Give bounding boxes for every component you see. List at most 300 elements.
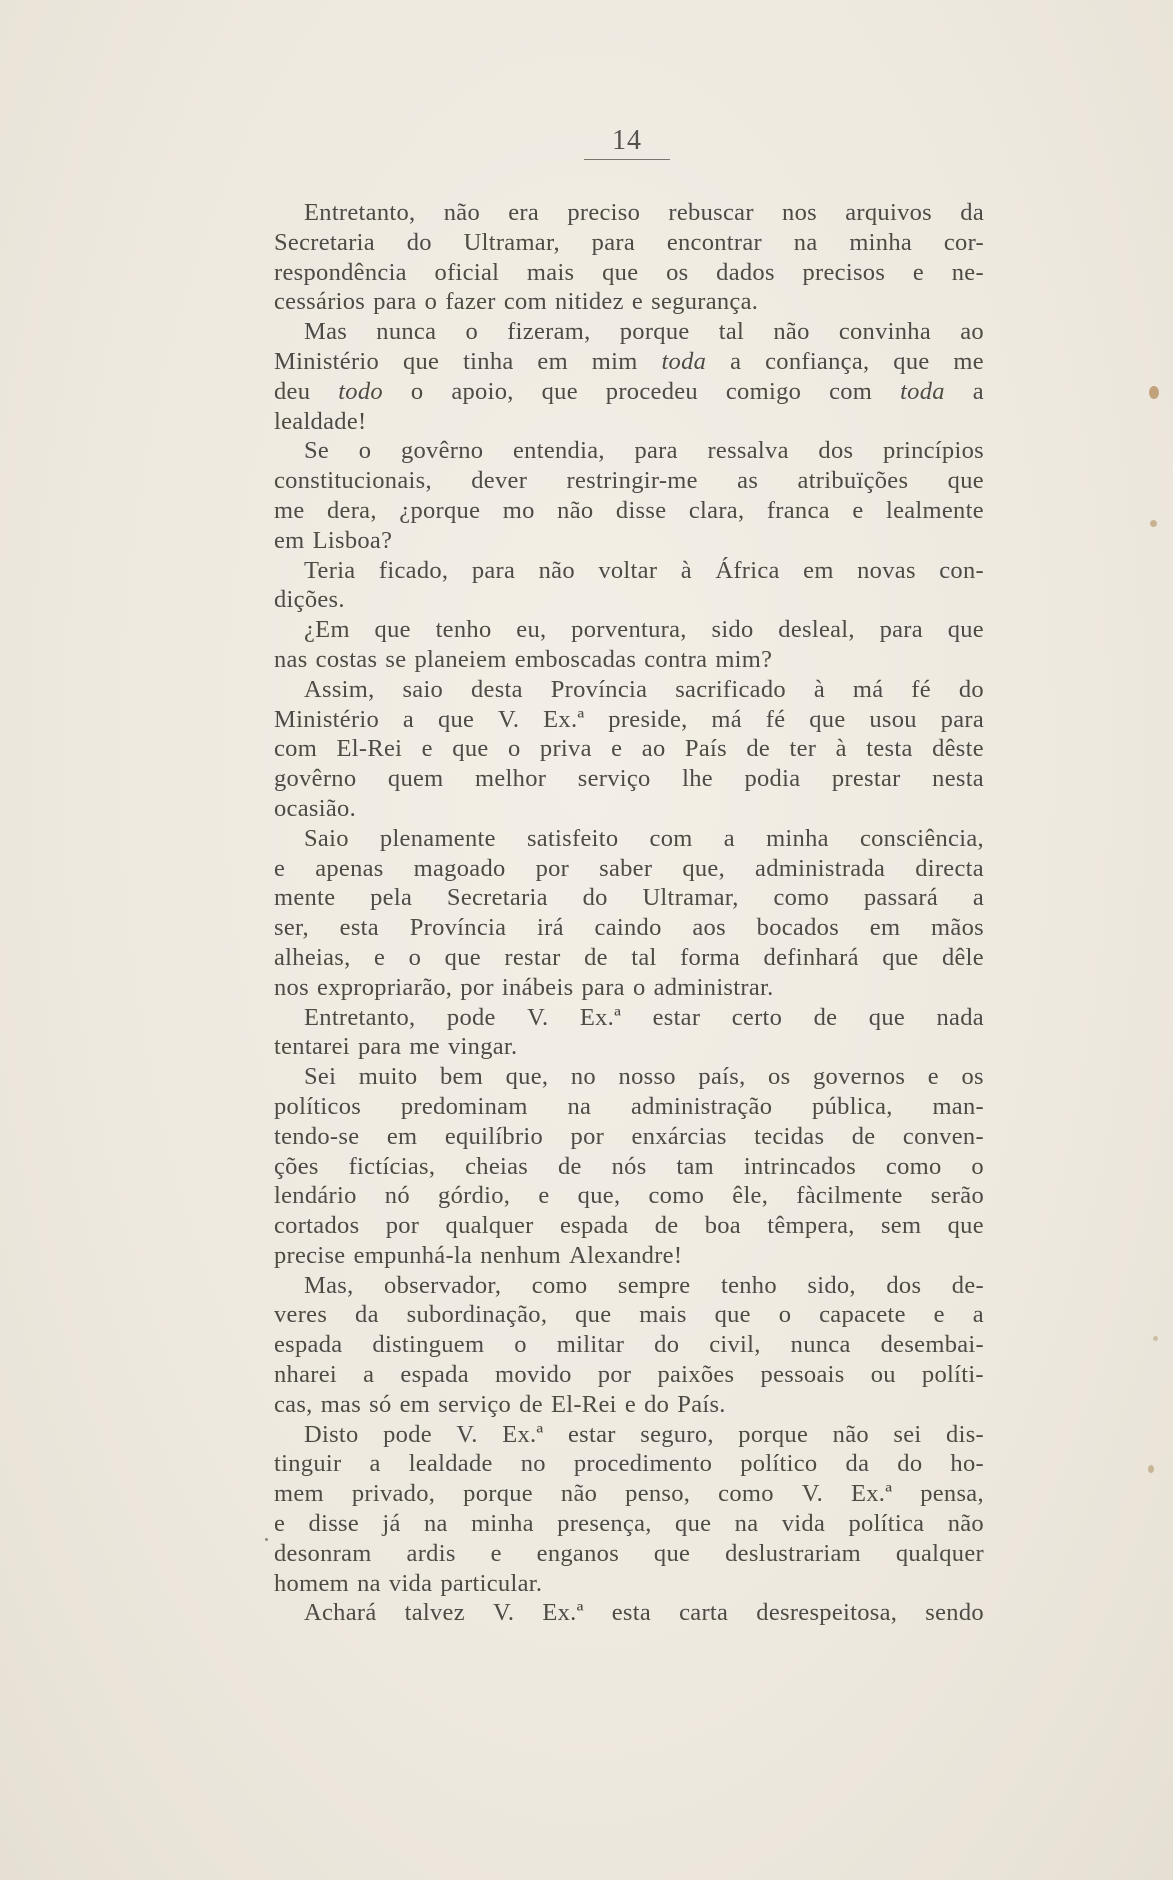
word: em	[537, 347, 568, 375]
word: da	[960, 199, 984, 226]
word: que	[541, 377, 578, 405]
word: à	[680, 556, 692, 584]
word: sem	[880, 1212, 922, 1240]
text-line	[274, 526, 984, 556]
word: precisos	[802, 258, 886, 286]
word: à	[813, 675, 826, 703]
word: seguro,	[640, 1420, 714, 1448]
text-line	[274, 973, 984, 1003]
word: ter	[789, 735, 817, 763]
word: nada	[936, 1003, 984, 1031]
word: clara,	[688, 496, 745, 524]
word: a	[972, 1301, 984, 1329]
word: pela	[370, 884, 413, 912]
word: ser,	[274, 914, 309, 942]
word: e	[852, 496, 864, 524]
paper-speck	[265, 1538, 268, 1541]
word: sido	[711, 616, 754, 644]
word: da	[845, 1450, 870, 1478]
word: não	[557, 496, 594, 524]
page-number: 14	[612, 125, 642, 156]
word: serviço	[577, 765, 651, 793]
text-line	[274, 1330, 984, 1360]
word: as	[737, 467, 759, 495]
word: cor-	[943, 228, 984, 256]
word: nos	[274, 973, 309, 1001]
text-line	[274, 1122, 984, 1152]
word: serão	[930, 1182, 984, 1210]
word: má	[711, 705, 742, 733]
word: o	[465, 318, 479, 346]
text-line	[274, 585, 984, 615]
word: porventura,	[571, 616, 687, 644]
word: mas	[320, 1390, 362, 1418]
word: do	[897, 1450, 923, 1478]
word: govêrno	[274, 765, 357, 793]
word: na	[357, 1569, 381, 1597]
word: África	[715, 556, 780, 584]
word: magoado	[413, 854, 506, 882]
word: pensa,	[920, 1480, 984, 1508]
word: e	[374, 943, 386, 971]
text-line	[274, 824, 984, 854]
word: País	[684, 735, 727, 763]
text-line	[274, 1152, 984, 1182]
word: por	[535, 854, 570, 882]
word: nas	[274, 645, 308, 673]
word: administrar.	[653, 973, 774, 1001]
word: que	[947, 616, 984, 644]
word: e	[927, 1063, 939, 1091]
word: pública,	[812, 1092, 893, 1120]
word: convinha	[838, 318, 932, 346]
word: sei	[893, 1420, 922, 1448]
word: país,	[698, 1063, 746, 1091]
word: já	[382, 1510, 401, 1538]
word: tenho	[720, 1271, 777, 1299]
word: preside,	[608, 705, 688, 733]
word: o	[408, 943, 422, 971]
word: ressalva	[707, 437, 789, 465]
word: deslustrariam	[725, 1539, 861, 1567]
word: dêle	[941, 943, 984, 971]
text-line	[274, 1092, 984, 1122]
word: eu,	[516, 616, 547, 644]
word: políti-	[921, 1361, 984, 1389]
text-line	[274, 734, 984, 764]
word: do	[958, 675, 984, 703]
word: mais	[526, 258, 575, 286]
word: consciência,	[859, 824, 984, 852]
word: e	[631, 288, 644, 316]
word: País.	[677, 1390, 726, 1418]
word: definhará	[763, 943, 859, 971]
word: porque	[463, 1480, 533, 1508]
word: de	[584, 943, 608, 971]
word: sendo	[925, 1599, 984, 1627]
word: e	[538, 1182, 550, 1210]
word: sido,	[807, 1271, 856, 1299]
word: planeiem	[414, 645, 507, 673]
word: podia	[744, 765, 801, 793]
word: usou	[869, 705, 917, 733]
word: passará	[863, 884, 939, 912]
word: distinguem	[372, 1331, 485, 1359]
word: Teria	[304, 556, 356, 584]
text-line	[274, 436, 984, 466]
word: não	[538, 556, 575, 584]
word: Saio	[304, 824, 349, 852]
word: civil,	[709, 1331, 761, 1359]
word: fictícias,	[348, 1152, 436, 1180]
word: Província	[550, 675, 648, 703]
word: que,	[682, 854, 726, 882]
word: ne-	[951, 258, 984, 286]
word: górdio,	[438, 1182, 511, 1210]
word: V.	[492, 1599, 515, 1627]
text-line	[274, 258, 984, 288]
word: disse	[615, 496, 667, 524]
word: em	[274, 526, 305, 554]
word: voltar	[598, 556, 658, 584]
word: conven-	[902, 1122, 984, 1150]
word: a	[972, 377, 984, 405]
word: administração	[630, 1092, 773, 1120]
word: nitidez	[555, 288, 624, 316]
word: de-	[951, 1271, 984, 1299]
page-header	[584, 125, 670, 160]
word: e	[274, 854, 286, 882]
word: espada	[274, 1331, 343, 1359]
word: os	[666, 258, 689, 286]
text-line	[274, 1479, 984, 1509]
word: tal	[631, 943, 657, 971]
word: empunhá-la	[353, 1241, 473, 1269]
word: quem	[387, 765, 444, 793]
word: emboscadas	[514, 645, 637, 673]
word: que	[452, 735, 489, 763]
word: subordinação,	[406, 1301, 548, 1329]
word: cheias	[465, 1152, 529, 1180]
word: que	[437, 705, 475, 733]
word: que	[868, 1003, 906, 1031]
text-line	[274, 1271, 984, 1301]
word: o	[410, 377, 424, 405]
word: Secretaria	[446, 884, 548, 912]
word: dera,	[327, 496, 377, 524]
word: restar	[504, 943, 561, 971]
word: a	[972, 884, 984, 912]
word: lealmente	[885, 496, 984, 524]
word: Ultramar,	[642, 884, 739, 912]
word: mente	[274, 884, 336, 912]
word: homem	[274, 1569, 349, 1597]
word: precise	[274, 1241, 346, 1269]
word: novas	[857, 556, 916, 584]
word: ao	[641, 735, 666, 763]
word: me	[953, 347, 984, 375]
word: franca	[766, 496, 830, 524]
word: cessários	[274, 288, 366, 316]
word: fàcilmente	[796, 1182, 903, 1210]
word: na	[793, 228, 818, 256]
word: dêste	[932, 735, 984, 763]
word: se	[385, 645, 407, 673]
text-line	[274, 883, 984, 913]
italic-word: todo	[338, 377, 383, 405]
word: alheias,	[274, 943, 351, 971]
word: serviço	[438, 1390, 512, 1418]
text-line	[274, 1300, 984, 1330]
text-line	[274, 287, 984, 317]
word: que	[675, 1510, 712, 1538]
paper-speck	[1149, 386, 1159, 399]
word: a	[363, 1361, 375, 1389]
word: ardis	[406, 1539, 456, 1567]
text-line	[274, 1598, 984, 1628]
word: esta	[611, 1599, 652, 1627]
word: estar	[652, 1003, 701, 1031]
word: à	[835, 735, 847, 763]
word: testa	[866, 735, 913, 763]
word: na	[424, 1510, 448, 1538]
word: comigo	[725, 377, 802, 405]
word: nó	[384, 1182, 410, 1210]
word: expropriarão,	[317, 973, 453, 1001]
word: governos	[812, 1063, 906, 1091]
word: pessoais	[760, 1361, 845, 1389]
word: o	[507, 735, 521, 763]
word: capacete	[819, 1301, 906, 1329]
word: do	[582, 884, 608, 912]
word: por	[597, 1361, 632, 1389]
text-line	[274, 1241, 984, 1271]
word: atribuïções	[797, 467, 909, 495]
word: de	[654, 1212, 679, 1240]
word: Lisboa?	[312, 526, 393, 554]
text-line	[274, 913, 984, 943]
word: vida	[781, 1510, 826, 1538]
word: respondência	[274, 258, 407, 286]
word: certo	[731, 1003, 783, 1031]
text-line	[274, 496, 984, 526]
word: dos	[886, 1271, 922, 1299]
word: dever	[471, 467, 528, 495]
word: para	[373, 288, 417, 316]
word: e	[611, 735, 623, 763]
text-line	[274, 228, 984, 258]
word: os	[768, 1063, 791, 1091]
word: e	[490, 1539, 502, 1567]
word: apoio,	[451, 377, 514, 405]
word: cortados	[274, 1212, 360, 1240]
word: como	[531, 1271, 588, 1299]
word: plenamente	[379, 824, 496, 852]
word: na	[567, 1092, 592, 1120]
word: qualquer	[895, 1539, 984, 1567]
word: desrespeitosa,	[756, 1599, 898, 1627]
text-line	[274, 615, 984, 645]
text-line	[274, 1360, 984, 1390]
word: directa	[915, 854, 984, 882]
word: por	[460, 973, 494, 1001]
word: de	[851, 1122, 876, 1150]
word: como	[885, 1152, 942, 1180]
word: talvez	[404, 1599, 465, 1627]
word: de	[519, 1390, 543, 1418]
word: Sei	[304, 1063, 337, 1091]
word: me	[409, 1033, 440, 1061]
word: V.	[801, 1480, 824, 1508]
word: que	[575, 1301, 612, 1329]
word: disse	[308, 1510, 360, 1538]
word: rebuscar	[668, 199, 754, 226]
word: má	[852, 675, 884, 703]
word: Entretanto,	[304, 199, 416, 226]
word: só	[369, 1390, 392, 1418]
word: carta	[679, 1599, 729, 1627]
word: priva	[539, 735, 592, 763]
word: con-	[939, 556, 984, 584]
word: espada	[559, 1212, 629, 1240]
word: contra	[644, 645, 708, 673]
text-line	[274, 1062, 984, 1092]
word: para	[581, 973, 625, 1001]
word: Ministério	[274, 705, 380, 733]
word: por	[385, 1212, 420, 1240]
word: a	[723, 824, 735, 852]
word: saber	[599, 854, 653, 882]
word: com	[649, 824, 693, 852]
word: Disto	[304, 1420, 359, 1448]
text-line	[274, 1539, 984, 1569]
word: o	[971, 1152, 984, 1180]
word: nesta	[932, 765, 984, 793]
word: ho-	[950, 1450, 984, 1478]
word: êle,	[732, 1182, 769, 1210]
word: entendia,	[512, 437, 605, 465]
text-line	[274, 794, 984, 824]
word: como	[773, 884, 830, 912]
word: e	[624, 1390, 636, 1418]
word: predominam	[400, 1092, 528, 1120]
word: sempre	[617, 1271, 691, 1299]
word: enxárcias	[631, 1122, 727, 1150]
word: em	[869, 914, 901, 942]
word: mãos	[931, 914, 984, 942]
word: enganos	[536, 1539, 620, 1567]
word: para	[879, 616, 923, 644]
word: para	[591, 228, 636, 256]
text-line	[274, 1181, 984, 1211]
word: tam	[676, 1152, 715, 1180]
word: bem	[439, 1063, 484, 1091]
word: ficado,	[378, 556, 449, 584]
word: Ex.ª	[542, 1599, 584, 1627]
word: ções	[274, 1152, 319, 1180]
word: nós	[611, 1152, 647, 1180]
word: ¿porque	[399, 496, 481, 524]
word: pode	[383, 1420, 432, 1448]
word: Se	[304, 437, 330, 465]
word: saio	[402, 675, 444, 703]
word: V.	[498, 705, 520, 733]
word: político	[740, 1450, 818, 1478]
word: oficial	[434, 258, 500, 286]
word: inábeis	[501, 973, 574, 1001]
word: por	[570, 1122, 605, 1150]
word: em	[399, 1390, 431, 1418]
text-line	[274, 854, 984, 884]
text-line	[274, 407, 984, 437]
word: e	[933, 1301, 945, 1329]
word: o	[778, 1301, 792, 1329]
word: como	[718, 1480, 774, 1508]
word: para	[471, 556, 516, 584]
text-line	[274, 1390, 984, 1420]
paper-speck	[1153, 1336, 1158, 1341]
word: presença,	[557, 1510, 652, 1538]
word: e	[274, 1510, 286, 1538]
word: com	[274, 735, 318, 763]
word: Alexandre!	[569, 1241, 683, 1269]
word: minha	[766, 824, 829, 852]
word: tecidas	[754, 1122, 825, 1150]
word: que	[374, 616, 411, 644]
word: o	[358, 437, 372, 465]
word: tendo-se	[274, 1122, 360, 1150]
body-text	[274, 198, 984, 1628]
text-line	[274, 645, 984, 675]
word: segurança.	[651, 288, 759, 316]
word: melhor	[475, 765, 547, 793]
word: não	[560, 1480, 598, 1508]
word: prestar	[831, 765, 901, 793]
text-line	[274, 764, 984, 794]
word: observador,	[384, 1271, 502, 1299]
paper-speck	[1148, 1465, 1154, 1473]
word: procedimento	[573, 1450, 713, 1478]
word: como	[648, 1182, 705, 1210]
word: minha	[849, 228, 913, 256]
word: nunca	[376, 318, 437, 346]
paper-speck	[1150, 520, 1157, 527]
word: pode	[446, 1003, 496, 1031]
text-line	[274, 377, 984, 407]
word: encontrar	[666, 228, 763, 256]
word: movido	[495, 1361, 572, 1389]
word: particular.	[440, 1569, 543, 1597]
word: tal	[718, 318, 745, 346]
word: lealdade!	[274, 407, 367, 435]
word: têmpera,	[767, 1212, 855, 1240]
word: penso,	[625, 1480, 691, 1508]
word: dições.	[274, 586, 345, 614]
word: desta	[470, 675, 523, 703]
italic-word: toda	[900, 377, 945, 405]
word: que	[402, 347, 440, 375]
word: que	[809, 705, 846, 733]
word: para	[940, 705, 984, 733]
word: caindo	[594, 914, 662, 942]
word: não	[443, 199, 480, 226]
word: o	[632, 973, 646, 1001]
word: Secretaria	[274, 228, 375, 256]
text-line	[274, 317, 984, 347]
text-line	[274, 1211, 984, 1241]
word: equilíbrio	[444, 1122, 544, 1150]
word: princípios	[882, 437, 984, 465]
